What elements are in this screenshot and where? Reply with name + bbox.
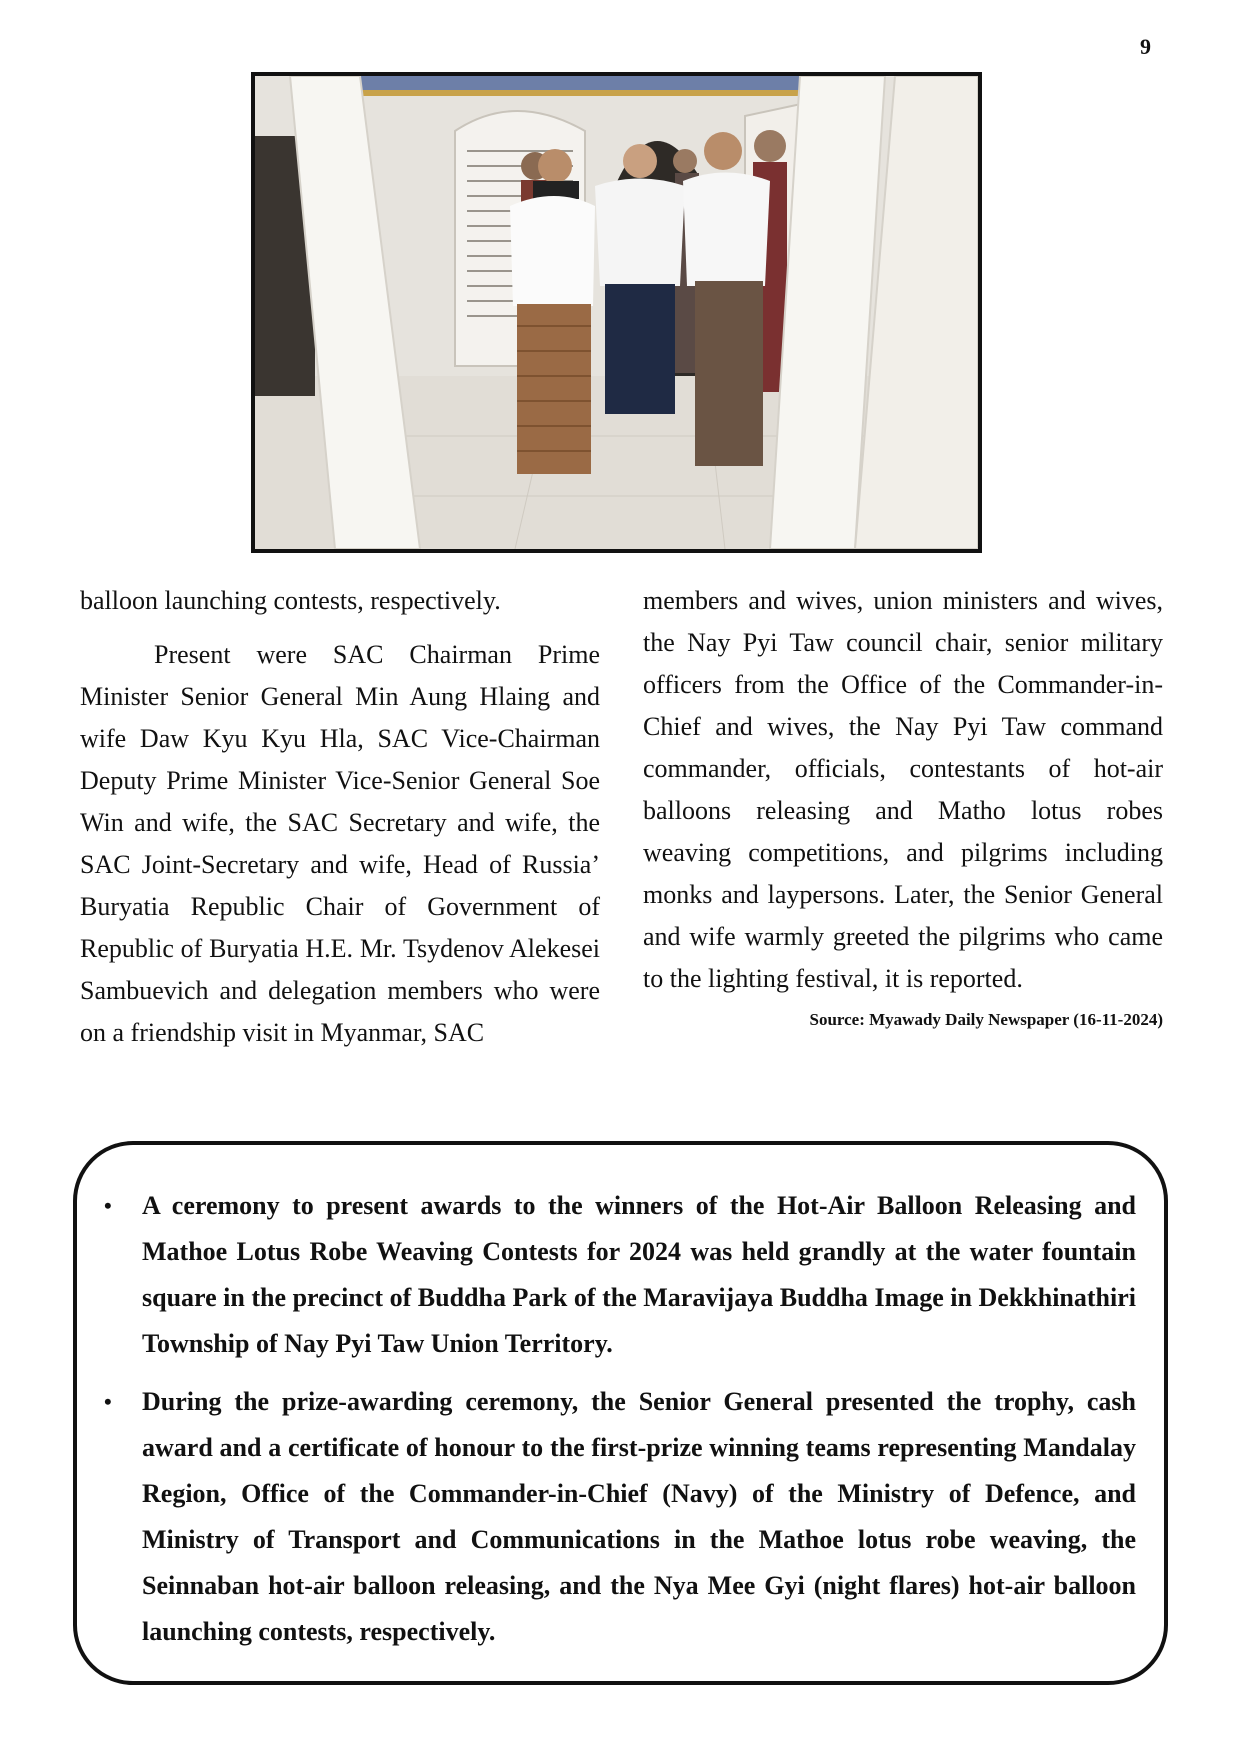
photo-illustration xyxy=(255,76,978,549)
list-item-text: A ceremony to present awards to the winners of the Hot-Air Balloon Releasing and Mathoe Lotus Robe Weaving Contests for 2024 was held grandly at the water fountain square in the precinct of Buddha Park of the Maravijaya Buddha Image in Dekkhinathiri Township of Nay Pyi Taw Union Territory. xyxy=(142,1191,1136,1358)
source-credit: Source: Myawady Daily Newspaper (16-11-2024) xyxy=(809,1010,1163,1029)
highlights-box xyxy=(73,1141,1168,1685)
highlights-list xyxy=(77,1145,1164,1655)
paragraph: members and wives, union ministers and wives, the Nay Pyi Taw council chair, senior military officers from the Office of the Commander-in-Chief and wives, the Nay Pyi Taw command commander, officials, contestants of hot-air balloons releasing and Matho lotus robes weaving competitions, and pilgrims including monks and laypersons. Later, the Senior General and wife warmly greeted the pilgrims who came to the lighting festival, it is reported. xyxy=(643,586,1163,993)
bullet-icon: • xyxy=(104,1193,112,1218)
right-column xyxy=(643,580,1163,1032)
list-item-text: During the prize-awarding ceremony, the Senior General presented the trophy, cash award and a certificate of honour to the first-prize winning teams representing Mandalay Region, Office of the Commander-in-Chief (Navy) of the Ministry of Defence, and Ministry of Transport and Communications in the Mathoe lotus robe weaving, the Seinnaban hot-air balloon releasing, and the Nya Mee Gyi (night flares) hot-air balloon launching contests, respectively. xyxy=(142,1387,1136,1646)
list-item xyxy=(104,1183,1136,1367)
page-number: 9 xyxy=(1140,34,1151,59)
paragraph: Present were SAC Chairman Prime Minister Senior General Min Aung Hlaing and wife Daw Kyu Kyu Hla, SAC Vice-Chairman Deputy Prime Minister Vice-Senior General Soe Win and wife, the SAC Secretary and wife, the SAC Joint-Secretary and wife, Head of Russia’ Buryatia Republic Chair of Government of Republic of Buryatia H.E. Mr. Tsydenov Alekesei Sambuevich and delegation members who were on a friendship visit in Myanmar, SAC xyxy=(80,640,600,1047)
news-photo xyxy=(251,72,982,553)
left-column xyxy=(80,580,600,1054)
bullet-icon: • xyxy=(104,1389,112,1414)
paragraph: balloon launching contests, respectively. xyxy=(80,586,501,615)
list-item xyxy=(104,1379,1136,1655)
